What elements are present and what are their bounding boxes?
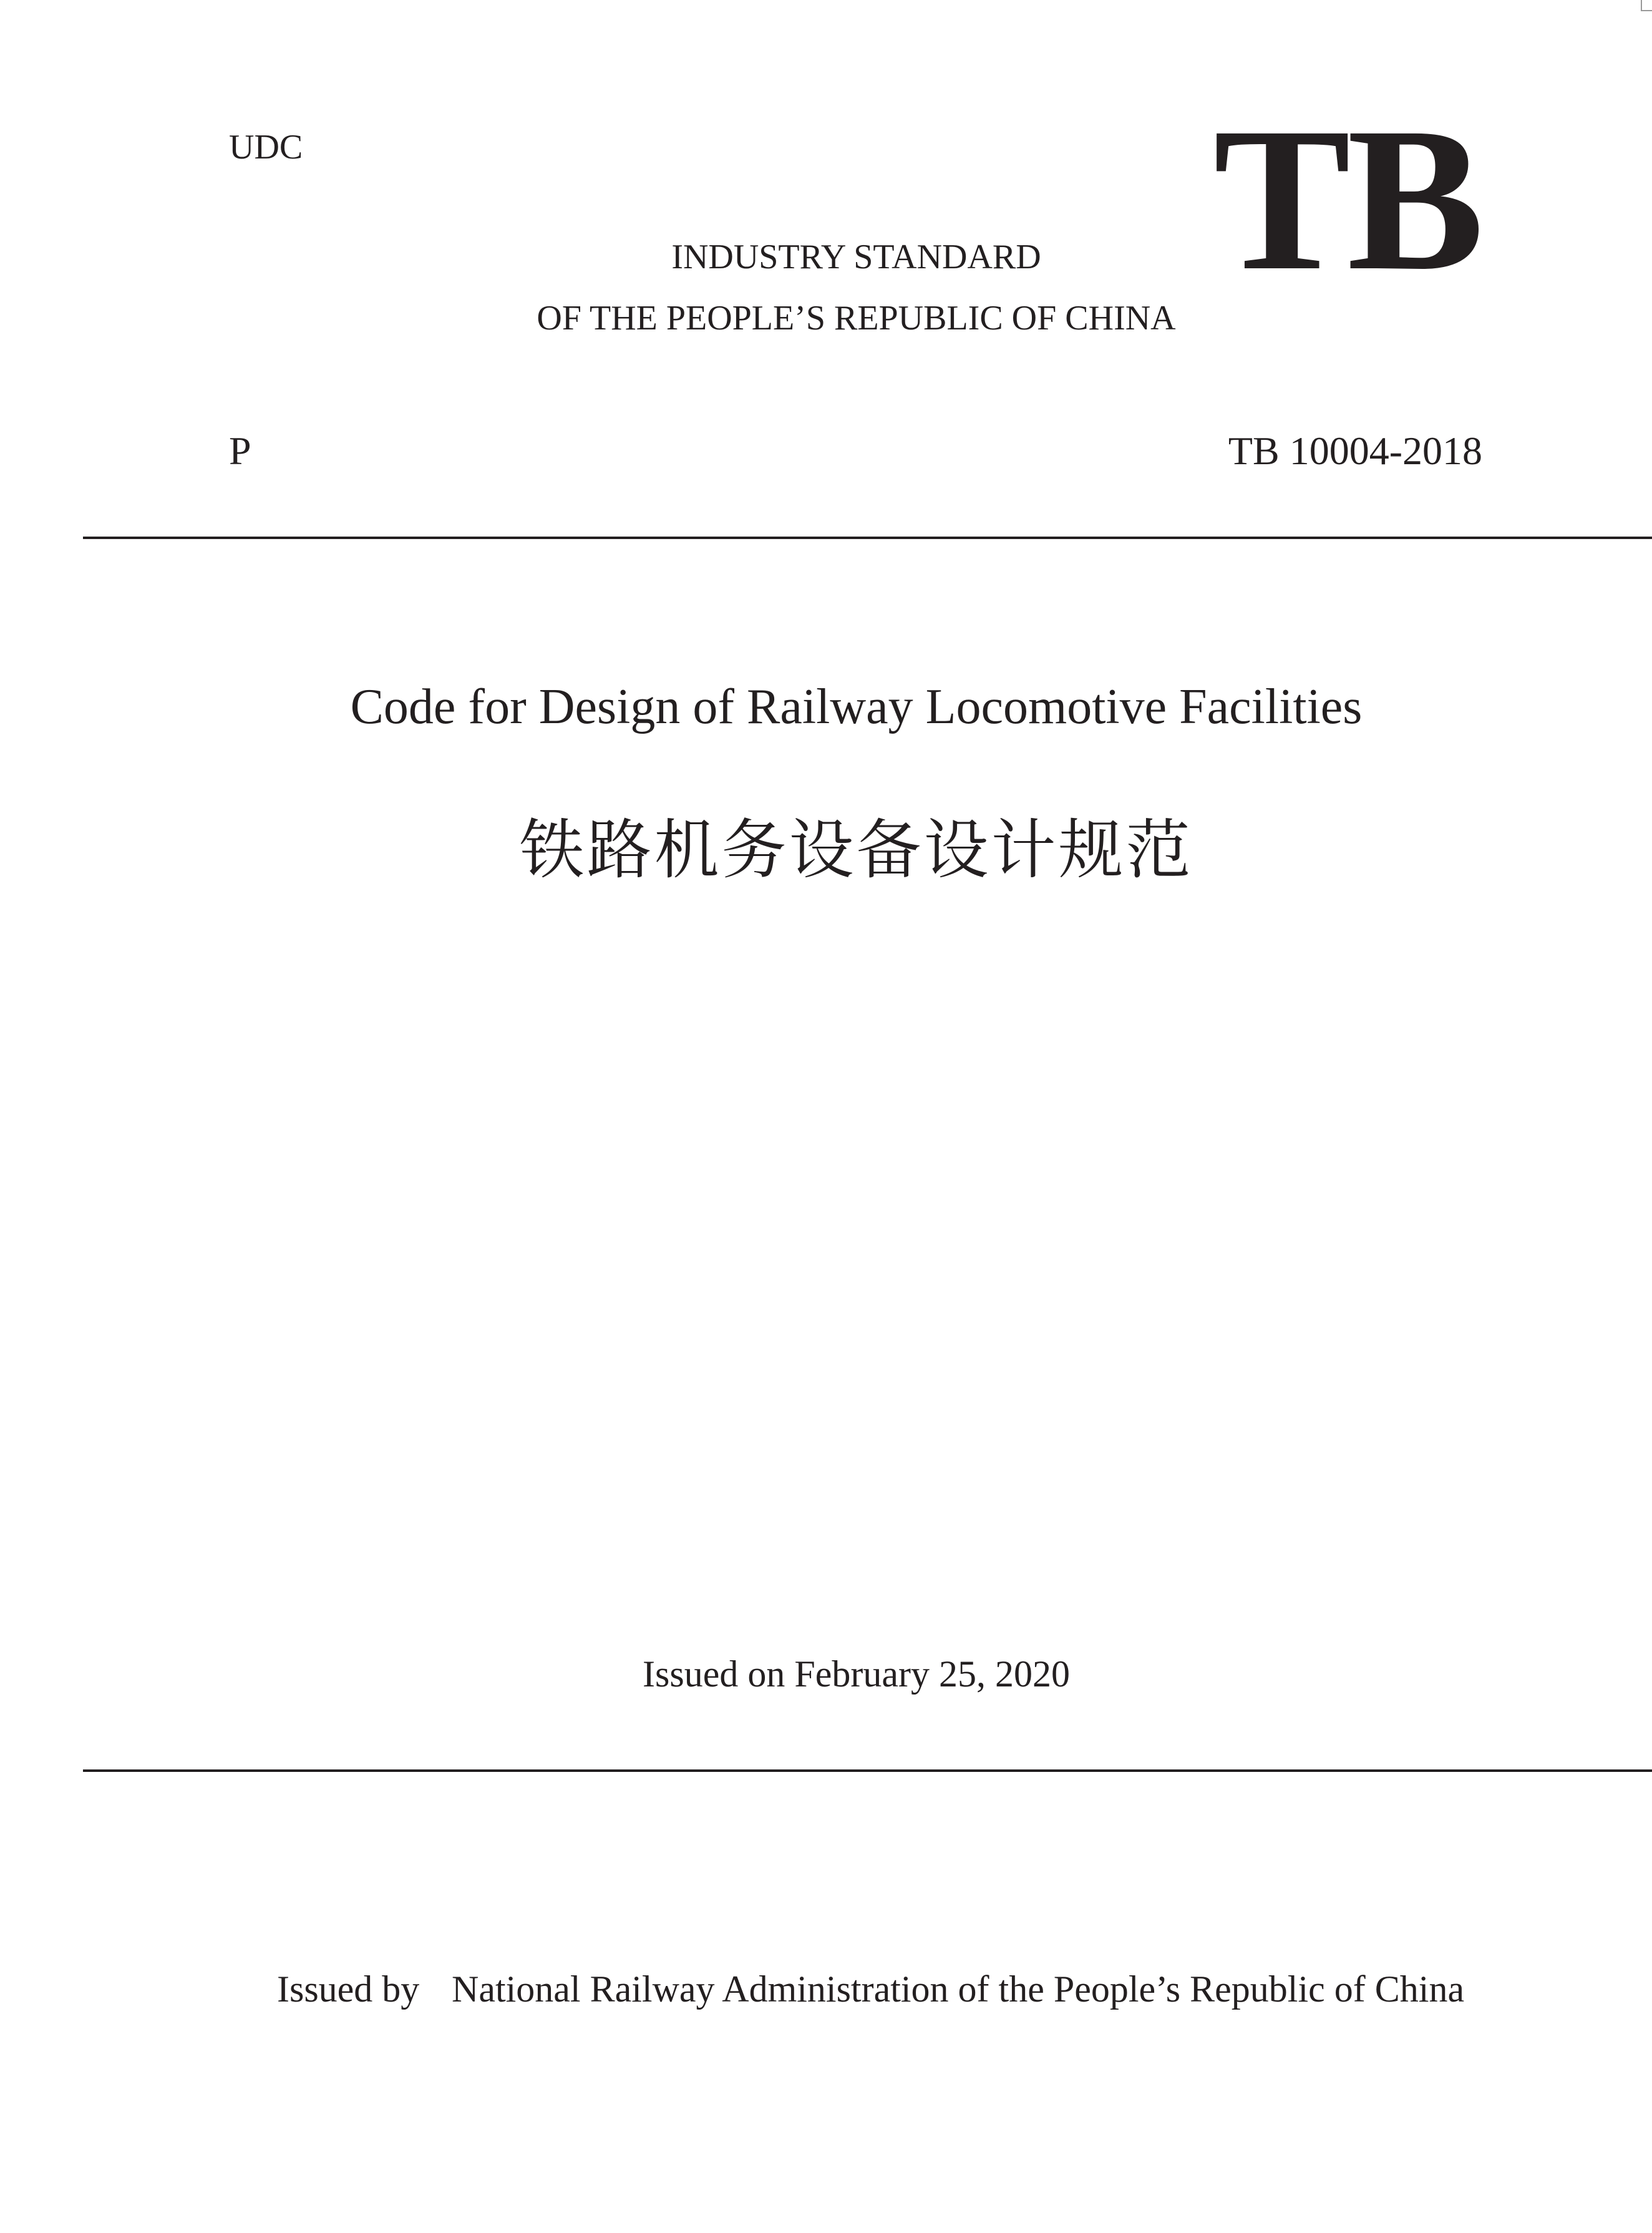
- issued-by-label: Issued by: [277, 1968, 420, 2010]
- standard-number: TB 10004-2018: [1228, 429, 1482, 473]
- udc-label: UDC: [229, 128, 303, 167]
- title-english: Code for Design of Railway Locomotive Facilities: [350, 679, 1363, 734]
- classification-code: P: [229, 429, 251, 473]
- tb-logo: TB: [1213, 85, 1481, 313]
- top-divider: [83, 537, 1652, 539]
- bottom-divider: [83, 1769, 1652, 1772]
- issue-date: Issued on February 25, 2020: [643, 1653, 1070, 1695]
- title-chinese: 铁路机务设备设计规范: [519, 812, 1193, 888]
- standard-line-1: INDUSTRY STANDARD: [671, 238, 1041, 276]
- crop-mark: [1641, 0, 1652, 11]
- issuer-name: National Railway Administration of the People’s Republic of China: [452, 1968, 1465, 2010]
- standard-line-2: OF THE PEOPLE’S REPUBLIC OF CHINA: [537, 299, 1176, 338]
